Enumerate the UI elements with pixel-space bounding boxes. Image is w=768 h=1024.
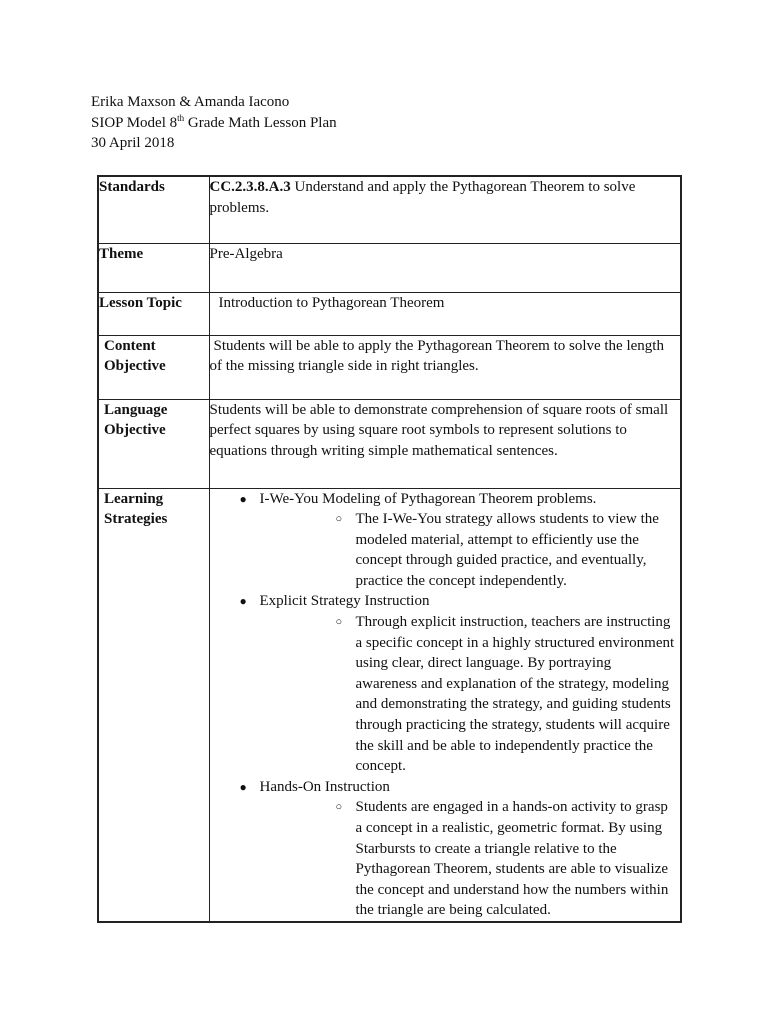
content-objective-label: Content Objective [98, 335, 209, 399]
theme-value: Pre-Algebra [209, 243, 681, 292]
strategy-detail [260, 612, 681, 777]
content-objective-value: Students will be able to apply the Pythagorean Theorem to solve the length of the missing triangle side in right triangles. [209, 335, 681, 399]
theme-label: Theme [98, 243, 209, 292]
strategy-title: Hands-On Instruction [259, 778, 390, 795]
theme-row [98, 243, 681, 292]
hollow-bullet-icon: ○ [335, 801, 343, 814]
language-objective-row [98, 399, 681, 488]
filled-bullet-icon: ● [239, 491, 247, 506]
strategy-detail-text: Through explicit instruction, teachers are instructing a specific concept in a highly structured environment using clear, direct language. By portraying awareness and explanation of the strategy, modeling and demonstrating the strategy, and guiding students through practicing the strategy, students will acquire the skill and be able to independently practice the concept. [355, 614, 675, 775]
hollow-bullet-icon: ○ [335, 513, 343, 526]
plan-date: 30 April 2018 [91, 135, 175, 152]
lesson-topic-label: Lesson Topic [98, 292, 209, 335]
strategy-title: I-We-You Modeling of Pythagorean Theorem problems. [259, 490, 597, 507]
language-objective-label: Language Objective [98, 399, 209, 488]
plan-title-rest: Grade Math Lesson Plan [184, 114, 337, 131]
learning-strategies-label: Learning Strategies [98, 488, 209, 922]
strategy-item [210, 489, 681, 592]
filled-bullet-icon: ● [239, 779, 247, 794]
lesson-topic-value: Introduction to Pythagorean Theorem [209, 292, 681, 335]
authors: Erika Maxson & Amanda Iacono [91, 94, 290, 110]
plan-title-main: SIOP Model 8 [91, 114, 178, 131]
plan-title [91, 113, 337, 134]
plan-title-sup: th [177, 112, 185, 123]
standards-row [98, 176, 681, 243]
document-header [91, 92, 337, 154]
strategy-item [210, 591, 681, 776]
strategy-detail-text: Students are engaged in a hands-on activity to grasp a concept in a realistic, geometric format. By using Starbursts to create a triangle relative to the Pythagorean Theorem, students are able to visualize the concept and understand how the numbers within the triangle are being calculated. [355, 799, 669, 919]
strategy-detail-text: The I-We-You strategy allows students to view the modeled material, attempt to efficiently use the concept through guided practice, and eventually, practice the concept independently. [355, 511, 659, 589]
strategy-detail [260, 509, 681, 591]
standards-code: CC.2.3.8.A.3 [209, 179, 291, 195]
lesson-topic-row [98, 292, 681, 335]
learning-strategies-value [209, 488, 681, 922]
content-objective-row [98, 335, 681, 399]
strategy-sublist [260, 797, 681, 921]
strategy-item [210, 777, 681, 921]
standards-value [209, 176, 681, 243]
hollow-bullet-icon: ○ [335, 616, 343, 629]
strategy-sublist [260, 509, 681, 591]
strategy-title: Explicit Strategy Instruction [259, 593, 430, 610]
filled-bullet-icon: ● [239, 594, 247, 609]
lesson-plan-table [97, 175, 682, 923]
strategy-list [210, 489, 681, 921]
language-objective-value: Students will be able to demonstrate comprehension of square roots of small perfect squares by using square root symbols to represent solutions to equations through writing simple mathematical sentences. [209, 399, 681, 488]
standards-text: Understand and apply the Pythagorean Theorem to solve problems. [209, 179, 636, 216]
strategy-sublist [260, 612, 681, 777]
learning-strategies-row [98, 488, 681, 922]
strategy-detail [260, 797, 681, 921]
standards-label: Standards [98, 176, 209, 243]
